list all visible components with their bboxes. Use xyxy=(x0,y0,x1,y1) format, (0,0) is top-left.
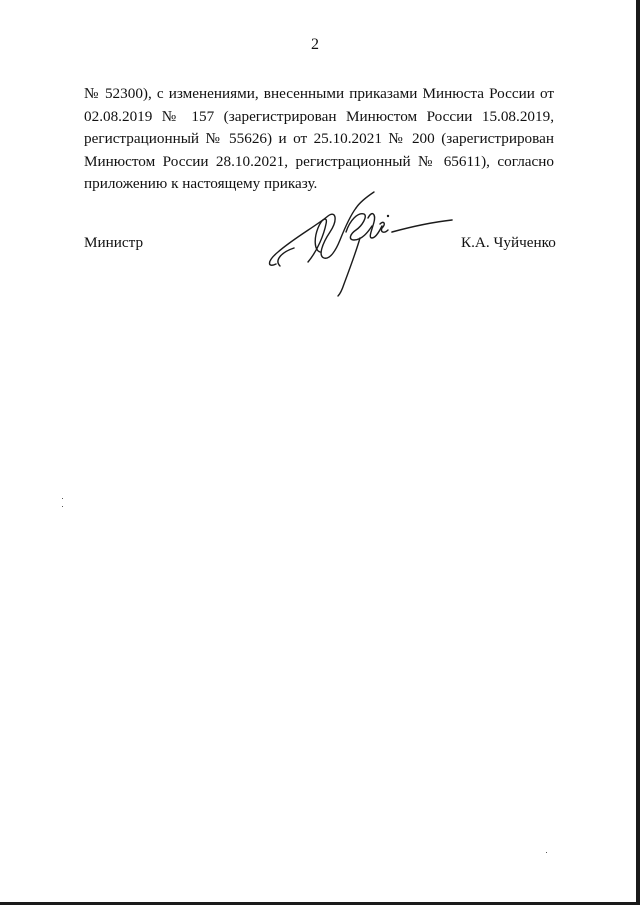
scan-edge-right xyxy=(636,0,640,905)
signer-name: К.А. Чуйченко xyxy=(461,234,556,251)
signature-block xyxy=(84,180,564,300)
scan-speck xyxy=(62,506,63,507)
scan-speck xyxy=(546,852,547,853)
scan-speck xyxy=(62,498,63,499)
handwritten-signature-icon xyxy=(264,180,454,300)
page-number: 2 xyxy=(311,36,319,53)
signer-position: Министр xyxy=(84,234,144,251)
body-paragraph: № 52300), с изменениями, внесенными приказами Минюста России от 02.08.2019 № 157 (зарегистрирован Минюстом России 15.08.2019, регистрационный № 55626) и от 25.10.2021 № 200 (зарегистрирован Минюстом России 28.10.2021, регистрационный № 65611), согласно приложению к настоящему приказу. xyxy=(84,85,554,192)
